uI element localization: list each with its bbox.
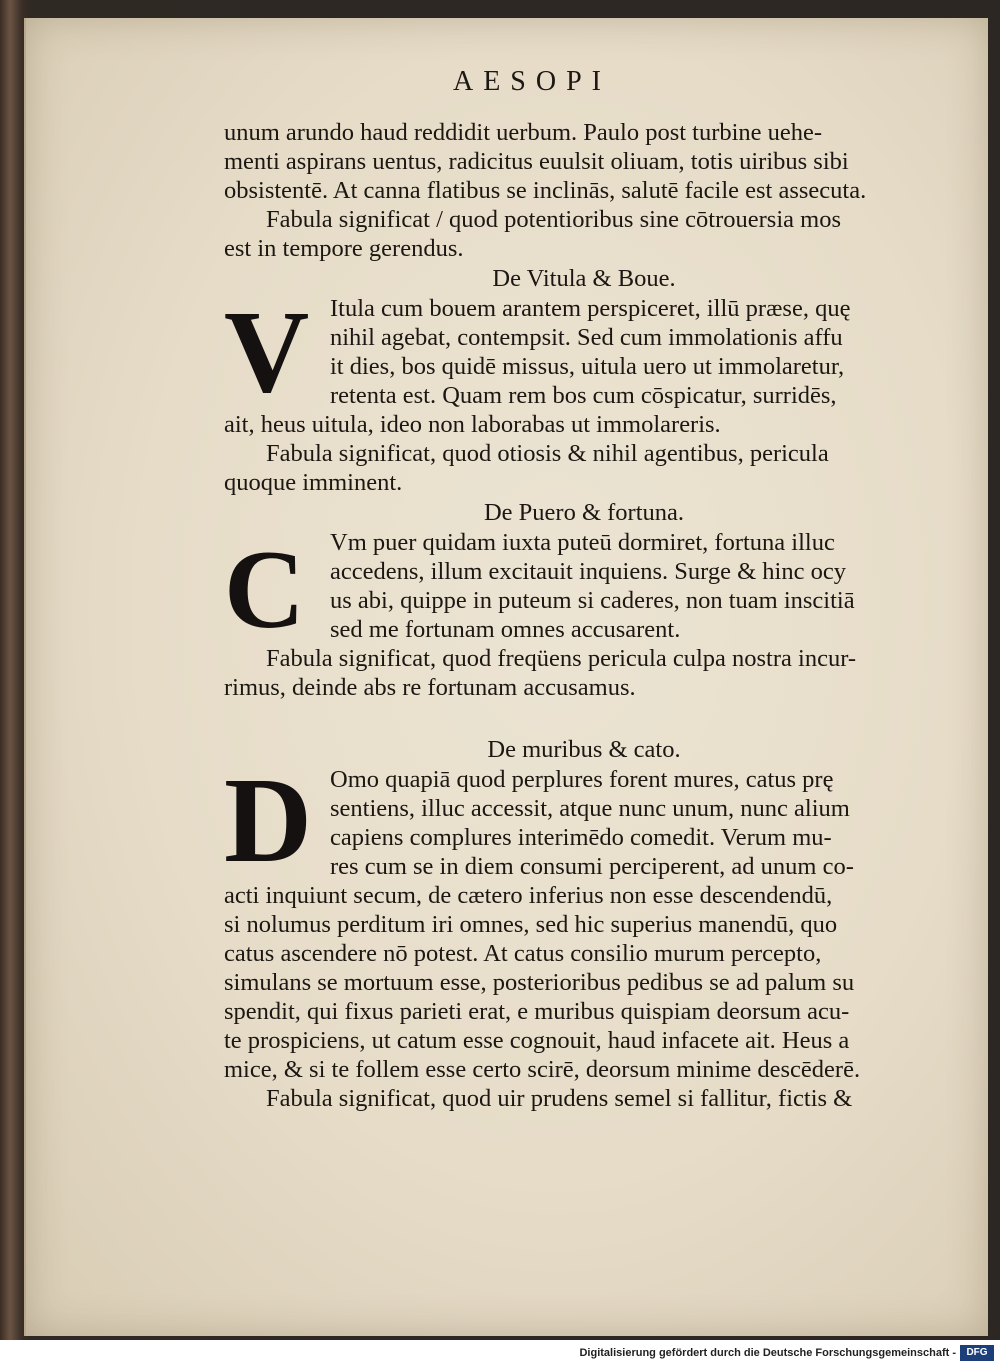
text-line: te prospiciens, ut catum esse cognouit, haud infacete ait. Heus a <box>224 1027 850 1054</box>
text-line: ait, heus uitula, ideo non laborabas ut immolareris. <box>224 411 721 438</box>
text-line: it dies, bos quidē missus, uitula uero ut immolaretur, <box>330 353 845 380</box>
text-line: unum arundo haud reddidit uerbum. Paulo post turbine uehe- <box>224 119 823 146</box>
fable-title-muribus: De muribus & cato. <box>487 736 681 763</box>
drop-cap-d: D <box>224 753 313 888</box>
text-line: catus ascendere nō potest. At catus consilio murum percepto, <box>224 940 822 967</box>
spacer <box>224 702 944 734</box>
text-line: spendit, qui fixus parieti erat, e muribus quispiam deorsum acu- <box>224 998 850 1025</box>
moral-line: Fabula significat, quod otiosis & nihil agentibus, pericula <box>266 440 829 467</box>
text-line: Omo quapiā quod perplures forent mures, catus prę <box>330 766 834 793</box>
running-head: AESOPI <box>452 66 611 97</box>
moral-line: Fabula significat, quod freqüens pericula culpa nostra incur- <box>266 645 857 672</box>
drop-cap-v: V <box>224 286 310 417</box>
dfg-logo-icon: DFG <box>960 1345 994 1361</box>
book-page <box>24 18 988 1336</box>
text-line: sentiens, illuc accessit, atque nunc unum, nunc alium <box>330 795 850 822</box>
text-line: accedens, illum excitauit inquiens. Surge & hinc ocy <box>330 558 846 585</box>
moral-line: Fabula significat / quod potentioribus sine cōtrouersia mos <box>266 206 841 233</box>
text-line: retenta est. Quam rem bos cum cōspicatur, surridēs, <box>330 382 837 409</box>
drop-cap-c: C <box>224 528 305 652</box>
fable-body-muribus <box>224 753 944 1113</box>
text-line: nihil agebat, contempsit. Sed cum immolationis affu <box>330 324 843 351</box>
fable-body-puero <box>224 528 944 702</box>
text-line: sed me fortunam omnes accusarent. <box>330 616 681 643</box>
moral-line: rimus, deinde abs re fortunam accusamus. <box>224 674 636 701</box>
fable-title-vitula: De Vitula & Boue. <box>492 265 676 292</box>
moral-line: Fabula significat, quod uir prudens semel si fallitur, fictis & <box>266 1085 853 1112</box>
text-line: us abi, quippe in puteum si caderes, non tuam inscitiā <box>330 587 855 614</box>
fable-body-vitula <box>224 286 944 497</box>
text-line: si nolumus perditum iri omnes, sed hic superius manendū, quo <box>224 911 838 938</box>
text-line: obsistentē. At canna flatibus se inclinās, salutē facile est assecuta. <box>224 177 867 204</box>
text-line: Vm puer quidam iuxta puteū dormiret, fortuna illuc <box>330 529 835 556</box>
page-text <box>224 118 944 1113</box>
text-line: mice, & si te follem esse certo scirē, deorsum minime descēderē. <box>224 1056 861 1083</box>
text-line: res cum se in diem consumi perciperent, ad unum co- <box>330 853 854 880</box>
moral-line: quoque imminent. <box>224 469 403 496</box>
text-line: capiens complures interimēdo comedit. Verum mu- <box>330 824 832 851</box>
text-line: est in tempore gerendus. <box>224 235 464 262</box>
text-line: Itula cum bouem arantem perspiceret, illū præse, quę <box>330 295 851 322</box>
text-line: acti inquiunt secum, de cætero inferius non esse descendendū, <box>224 882 833 909</box>
funding-credit: Digitalisierung gefördert durch die Deutsche Forschungsgemeinschaft - <box>579 1347 956 1359</box>
fable-title-puero: De Puero & fortuna. <box>483 499 685 526</box>
text-line: simulans se mortuum esse, posterioribus pedibus se ad palum su <box>224 969 855 996</box>
text-line: menti aspirans uentus, radicitus euulsit oliuam, totis uiribus sibi <box>224 148 849 175</box>
digitization-footer <box>0 1340 1000 1368</box>
